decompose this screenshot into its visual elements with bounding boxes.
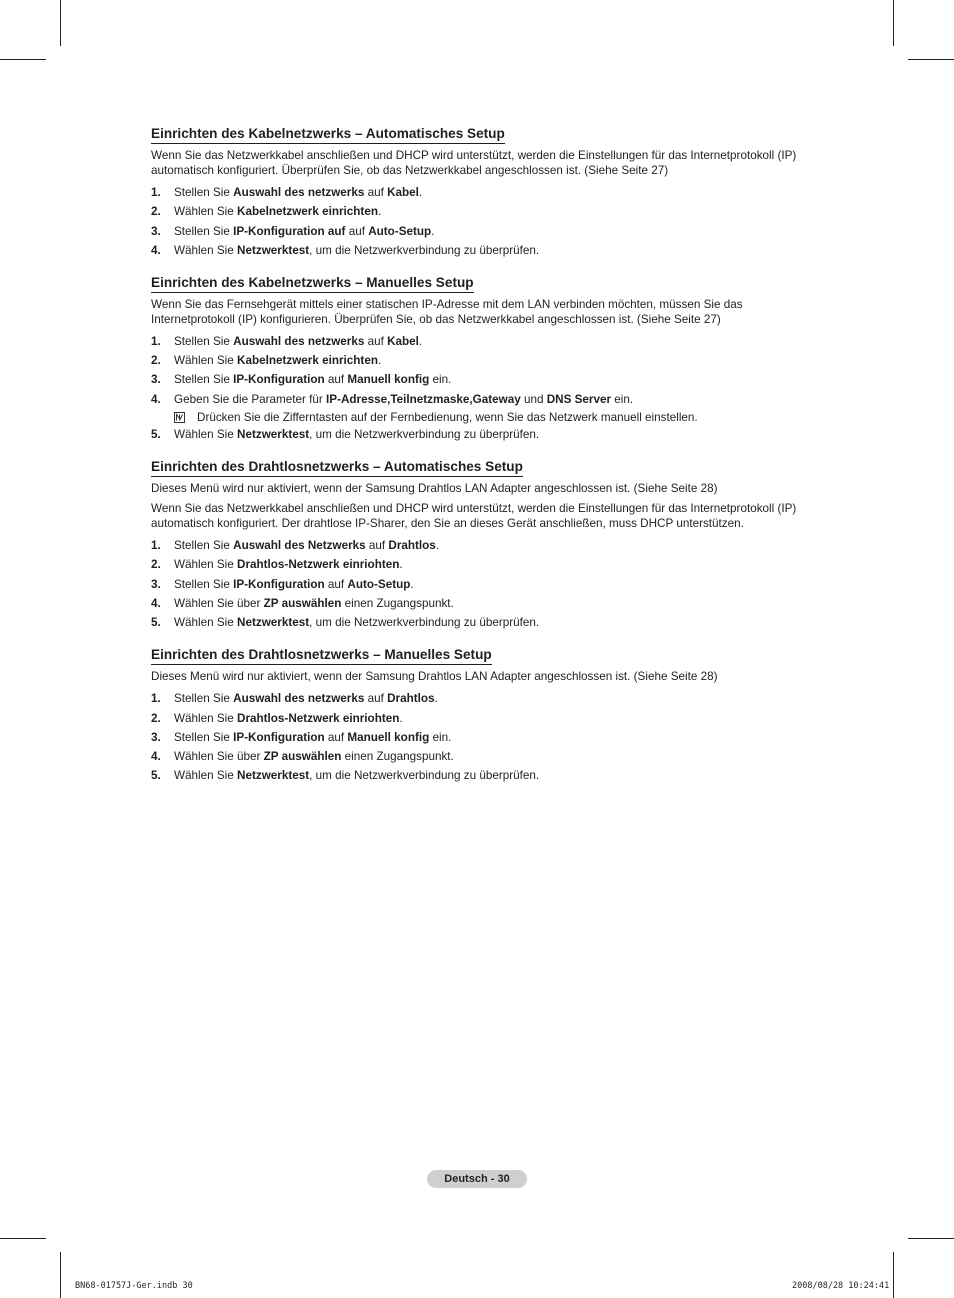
step-text-bold: Drahtlos [388,539,436,553]
step-text: . [377,354,382,368]
step-item [151,353,811,368]
step-item [151,334,811,349]
step-text: . [435,539,440,553]
step-text: Stellen Sie [174,539,234,553]
step-text: . [399,558,403,572]
section-title: Einrichten des Kabelnetzwerks – Manuelles Setup [151,275,474,293]
crop-mark [893,0,894,46]
step-text-bold: IP-Konfiguration [233,730,325,744]
step-text: Wählen Sie [174,205,238,219]
step-item [151,768,811,783]
step-item [151,691,811,706]
step-text: Wählen Sie [174,558,238,572]
print-slug-datetime: 2008/08/28 10:24:41 [792,1281,890,1291]
section-paragraph: Wenn Sie das Netzwerkkabel anschließen und DHCP wird unterstützt, werden die Einstellungen für das Internetprotokoll (IP) automatisch konfiguriert. Überprüfen Sie, ob das Netzwerkkabel angeschlossen ist. (Siehe Seite 27) [151,149,797,177]
step-number: 4. [151,392,161,406]
step-number: 4. [151,243,161,257]
step-text-bold: Manuell konfig [347,730,430,744]
step-number: 2. [151,558,161,572]
step-text-bold: Drahtlos [387,692,435,706]
step-number: 4. [151,750,161,764]
step-number: 5. [151,769,161,783]
step-text-bold: Kabel [387,334,419,348]
step-text: auf [324,730,348,744]
crop-mark [0,1238,46,1239]
step-list [151,538,811,630]
step-text: Stellen Sie [174,373,234,387]
step-text: Wählen Sie [174,711,238,725]
step-number: 2. [151,205,161,219]
step-text: auf [364,692,388,706]
step-text: Wählen Sie über [174,596,264,610]
step-text-bold: Auswahl des Netzwerks [233,539,366,553]
step-item [151,749,811,764]
section [151,646,811,783]
crop-mark [908,1238,954,1239]
section-title: Einrichten des Drahtlosnetzwerks – Manuelles Setup [151,647,492,665]
step-text-bold: ZP auswählen [263,596,342,610]
section-paragraph: Wenn Sie das Fernsehgerät mittels einer statischen IP-Adresse mit dem LAN verbinden möchten, müssen Sie das Internetprotokoll (IP) konfigurieren. Überprüfen Sie, ob das Netzwerkkabel angeschlossen ist. (Siehe Seite 27) [151,297,743,326]
step-item [151,204,811,219]
step-item [151,185,811,200]
step-number: 5. [151,428,161,442]
step-item [151,427,811,442]
step-text-bold: IP-Adresse,Teilnetzmaske,Gateway [326,392,521,406]
crop-mark [908,59,954,60]
step-text-bold: Kabel [387,186,419,199]
step-text-bold: IP-Konfiguration auf [233,224,346,238]
step-text: . [377,205,382,219]
step-item [151,224,811,239]
step-text-bold: Netzwerktest [237,616,310,630]
step-text: auf [324,577,348,591]
step-text-bold: Auswahl des netzwerks [233,692,365,706]
section-paragraph: Dieses Menü wird nur aktiviert, wenn der Samsung Drahtlos LAN Adapter angeschlossen ist. (Siehe Seite 28) [151,482,718,496]
step-item [151,243,811,258]
step-number: 3. [151,373,161,387]
step-text: . [399,711,403,725]
step-item [151,730,811,745]
step-number: 2. [151,711,161,725]
crop-mark [0,59,46,60]
step-item [151,711,811,726]
step-item [151,372,811,387]
step-text: einen Zugangspunkt. [341,750,454,764]
step-number: 1. [151,334,161,348]
note-icon [174,412,185,423]
note-text: Drücken Sie die Zifferntasten auf der Fernbedienung, wenn Sie das Netzwerk manuell einstellen. [197,411,698,425]
step-number: 3. [151,577,161,591]
step-text-bold: Manuell konfig [347,373,430,387]
crop-mark [60,1252,61,1298]
step-text: Wählen Sie [174,428,238,442]
step-text-bold: Netzwerktest [237,428,310,442]
section-title: Einrichten des Kabelnetzwerks – Automatisches Setup [151,126,505,144]
step-text: auf [345,224,369,238]
step-text: auf [364,334,388,348]
step-text: Wählen Sie [174,243,238,257]
section [151,458,811,630]
step-number: 3. [151,730,161,744]
step-text: ein. [611,392,634,406]
step-text: . [431,224,435,238]
step-number: 5. [151,616,161,630]
step-text: Stellen Sie [174,186,234,199]
step-number: 1. [151,539,161,553]
section-title: Einrichten des Drahtlosnetzwerks – Automatisches Setup [151,459,523,477]
step-text-bold: Netzwerktest [237,769,310,783]
step-text: Stellen Sie [174,224,234,238]
step-list [151,334,811,442]
step-text: auf [365,539,389,553]
step-text: , um die Netzwerkverbindung zu überprüfen. [309,243,540,257]
step-number: 1. [151,186,161,199]
step-item [151,596,811,611]
step-list [151,185,811,258]
step-text: . [418,334,423,348]
step-text: , um die Netzwerkverbindung zu überprüfen. [309,769,540,783]
step-text: Stellen Sie [174,334,234,348]
step-text: Stellen Sie [174,577,234,591]
step-text: ein. [429,730,452,744]
step-text: ein. [429,373,452,387]
step-text-bold: Drahtlos-Netzwerk einriohten [237,558,400,572]
step-text-bold: Auto-Setup [368,224,432,238]
step-number: 3. [151,224,161,238]
step-note [151,410,811,425]
step-text-bold: Auto-Setup [347,577,411,591]
step-text: Wählen Sie über [174,750,264,764]
section [151,274,811,442]
step-text: , um die Netzwerkverbindung zu überprüfen. [309,616,540,630]
step-text: . [418,186,423,199]
crop-mark [60,0,61,46]
step-list [151,691,811,783]
step-text: . [434,692,438,706]
step-item [151,392,811,407]
step-number: 2. [151,354,161,368]
step-text: Wählen Sie [174,769,238,783]
crop-mark [893,1252,894,1298]
step-text-bold: Auswahl des netzwerks [233,334,365,348]
step-text: , um die Netzwerkverbindung zu überprüfen. [309,428,540,442]
section [151,125,811,258]
step-text-bold: Kabelnetzwerk einrichten [237,205,378,219]
step-item [151,538,811,553]
document-body [151,125,811,799]
step-item [151,577,811,592]
step-item [151,615,811,630]
step-text-bold: Drahtlos-Netzwerk einriohten [237,711,400,725]
page-number-badge: Deutsch - 30 [427,1170,527,1188]
step-text: und [520,392,547,406]
step-text: auf [324,373,348,387]
step-text: Stellen Sie [174,730,234,744]
step-text: auf [364,186,388,199]
step-text-bold: ZP auswählen [263,750,342,764]
step-text-bold: DNS Server [546,392,612,406]
step-text: Wählen Sie [174,354,238,368]
step-text-bold: Kabelnetzwerk einrichten [237,354,378,368]
step-item [151,557,811,572]
step-text-bold: Auswahl des netzwerks [233,186,365,199]
step-text-bold: IP-Konfiguration [233,577,325,591]
print-slug-file: BN68-01757J-Ger.indb 30 [75,1281,193,1291]
section-paragraph: Dieses Menü wird nur aktiviert, wenn der Samsung Drahtlos LAN Adapter angeschlossen ist. (Siehe Seite 28) [151,670,718,684]
step-text: Wählen Sie [174,616,238,630]
step-text-bold: IP-Konfiguration [233,373,325,387]
step-number: 1. [151,692,161,706]
step-text: . [410,577,414,591]
step-number: 4. [151,596,161,610]
step-text-bold: Netzwerktest [237,243,310,257]
section-paragraph: Wenn Sie das Netzwerkkabel anschließen und DHCP wird unterstützt, werden die Einstellungen für das Internetprotokoll (IP) automatisch konfiguriert. Der drahtlose IP-Sharer, den Sie an dieses Gerät anschließen, muss DHCP unterstützen. [151,502,797,531]
step-text: einen Zugangspunkt. [341,596,454,610]
step-text: Geben Sie die Parameter für [174,392,327,406]
step-text: Stellen Sie [174,692,234,706]
